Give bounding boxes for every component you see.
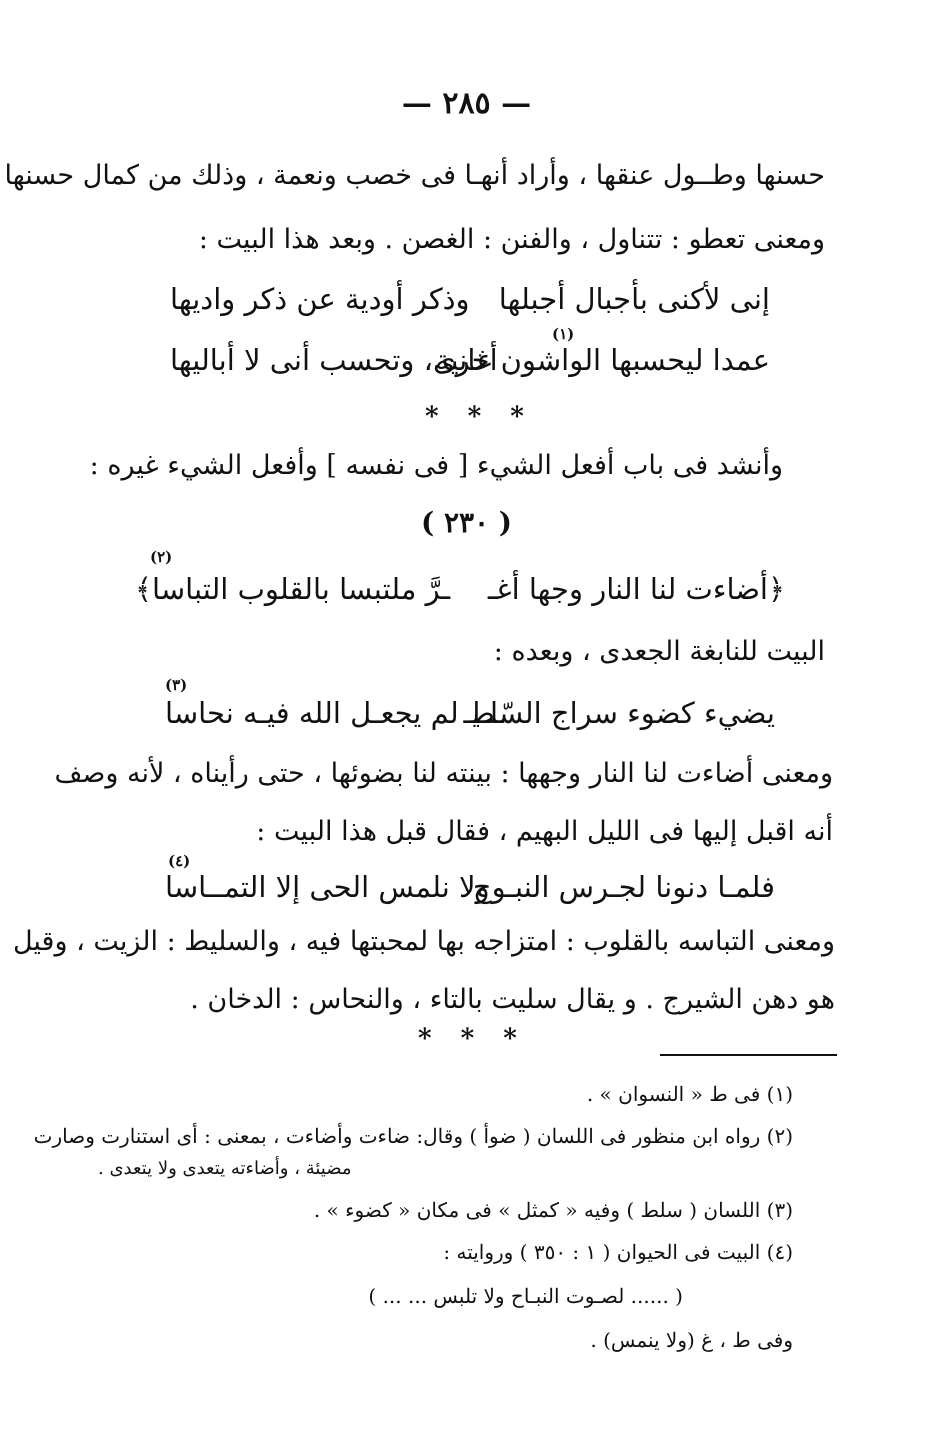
paragraph-line: ومعنى تعطو : تتناول ، والفنن : الغصن . وبعد هذا البيت : [198, 224, 825, 255]
footnote: مضيئة ، وأضاءته يتعدى ولا يتعدى . [98, 1158, 352, 1179]
verse-line [165, 870, 775, 910]
paragraph-line: وأنشد فى باب أفعل الشيء [ فى نفسه ] وأفعل الشيء غيره : [89, 450, 783, 481]
footnote: (٤) البيت فى الحيوان ( ١ : ٣٥٠ ) وروايته : [443, 1240, 793, 1264]
paragraph-line: حسنها وطــول عنقها ، وأراد أنهـا فى خصب ونعمة ، وذلك من كمال حسنها [4, 160, 825, 191]
footnote-verse: ( ...... لصـوت النبـاح ولا تلبس ... ... ) [368, 1284, 683, 1308]
section-separator-stars: * * * [425, 402, 534, 432]
verse-line [150, 282, 770, 322]
verse-hemistich-first: عمدا ليحسبها الواشون غانية [434, 343, 770, 377]
paragraph-line: البيت للنابغة الجعدى ، وبعده : [493, 636, 825, 667]
footnote: (٣) اللسان ( سلط ) وفيه « كمثل » فى مكان « كضوء » . [313, 1198, 793, 1222]
paragraph-line: ومعنى التباسه بالقلوب : امتزاجه بها لمحبتها فيه ، والسليط : الزيت ، وقيل [12, 926, 835, 957]
footnote-marker: (٣) [165, 676, 188, 694]
footnote-divider [660, 1054, 837, 1056]
footnote: (٢) رواه ابن منظور فى اللسان ( ضوأ ) وقال: ضاءت وأضاءت ، بمعنى : أى استنارت وصارت [33, 1124, 793, 1148]
verse-hemistich-second: ـرَّ ملتبسا بالقلوب التباسا﴾ [135, 572, 451, 606]
section-separator-stars: * * * [418, 1024, 527, 1054]
paragraph-line: ومعنى أضاءت لنا النار وجهها : بينته لنا بضوئها ، حتى رأيناه ، لأنه وصف [54, 758, 833, 789]
paragraph-line: هو دهن الشيرج . و يقال سليت بالتاء ، والنحاس : الدخان . [190, 984, 835, 1015]
verse-hemistich-second: ـط لم يجعـل الله فيـه نحاسا [165, 696, 504, 730]
verse-hemistich-second: ولا نلمس الحى إلا التمــاسا [165, 870, 490, 904]
verse-line [150, 343, 770, 383]
footnote-marker: (٤) [168, 852, 191, 870]
page-number: — ٢٨٥ — [401, 86, 532, 121]
footnote-marker: (١) [552, 325, 575, 343]
verse-line [165, 696, 775, 736]
verse-hemistich-first: يضيء كضوء سراج السّلـيـ [463, 696, 775, 730]
verse-hemistich-second: أخرى، وتحسب أنى لا أباليها [170, 343, 498, 377]
footnote: (١) فى ط « النسوان » . [586, 1082, 793, 1106]
paragraph-line: أنه اقبل إليها فى الليل البهيم ، فقال قبل هذا البيت : [256, 816, 833, 847]
verse-hemistich-first: ﴿أضاءت لنا النار وجها أغـ [487, 572, 785, 606]
verse-hemistich-first: إنى لأكنى بأجبال أجبلها [498, 282, 770, 316]
footnote-marker: (٢) [150, 548, 173, 566]
verse-hemistich-first: فلمـا دنونا لجـرس النبـوح [472, 870, 775, 904]
verse-line [135, 572, 785, 612]
verse-hemistich-second: وذكر أودية عن ذكر واديها [170, 282, 470, 316]
footnote: وفى ط ، غ (ولا ينمس) . [590, 1328, 793, 1352]
entry-number: ( ٢٣٠ ) [420, 506, 513, 539]
